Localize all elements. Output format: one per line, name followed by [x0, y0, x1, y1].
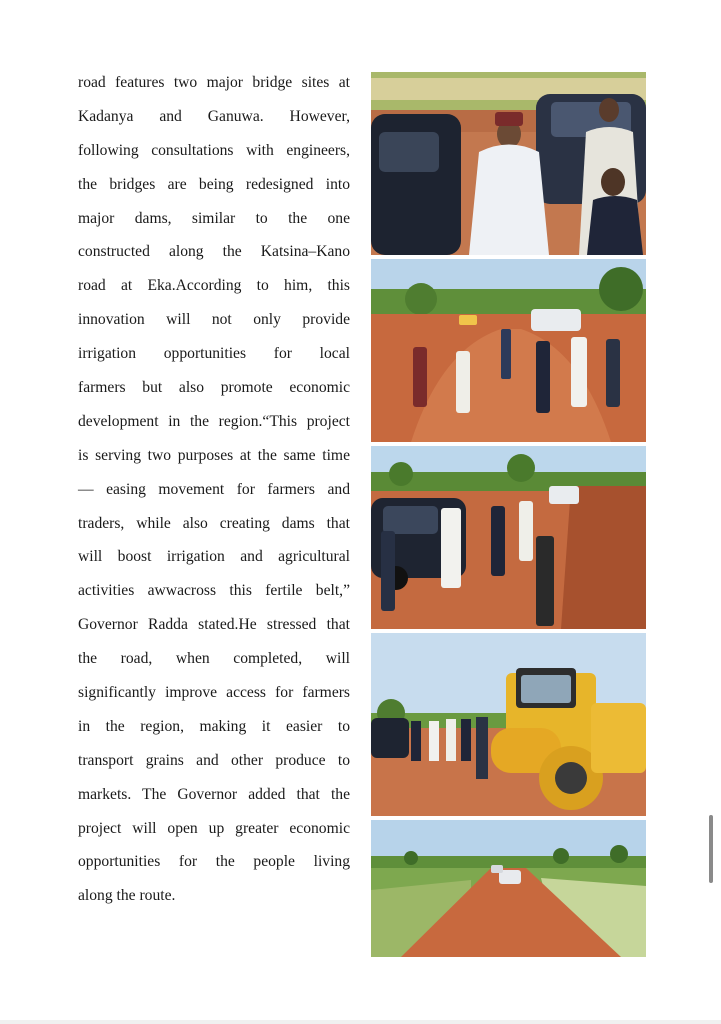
article-line: irrigation opportunities for local	[78, 345, 350, 363]
article-line: project will open up greater economic	[78, 819, 350, 837]
article-line: innovation will not only provide	[78, 311, 350, 329]
article-line: road at Eka.According to him, this	[78, 277, 350, 295]
article-line: development in the region.“This project	[78, 412, 350, 430]
photo-governor-at-site	[371, 72, 646, 255]
article-line: Governor Radda stated.He stressed that	[78, 616, 350, 634]
article-line: the bridges are being redesigned into	[78, 175, 350, 193]
article-line: traders, while also creating dams that	[78, 514, 350, 532]
article-line: Kadanya and Ganuwa. However,	[78, 107, 350, 125]
article-line: is serving two purposes at the same time	[78, 446, 350, 464]
photo-completed-laterite-road	[371, 820, 646, 957]
article-line: following consultations with engineers,	[78, 141, 350, 159]
article-line: along the route.	[78, 887, 176, 905]
article-line: major dams, similar to the one	[78, 209, 350, 227]
article-line: will boost irrigation and agricultural	[78, 548, 350, 566]
article-line: transport grains and other produce to	[78, 751, 350, 769]
article-line: farmers but also promote economic	[78, 379, 350, 397]
article-line: — easing movement for farmers and	[78, 480, 350, 498]
article-line: constructed along the Katsina–Kano	[78, 243, 350, 261]
page-bottom-edge	[0, 1020, 721, 1024]
photo-convoy-on-earth-road	[371, 446, 646, 629]
scrollbar-thumb[interactable]	[709, 815, 713, 883]
article-line: markets. The Governor added that the	[78, 785, 350, 803]
article-text-column	[78, 66, 350, 913]
article-line: in the region, making it easier to	[78, 717, 350, 735]
article-line: significantly improve access for farmers	[78, 684, 350, 702]
photo-inspection-team-on-road	[371, 259, 646, 442]
article-line: opportunities for the people living	[78, 853, 350, 871]
article-line: the road, when completed, will	[78, 650, 350, 668]
article-line: road features two major bridge sites at	[78, 74, 350, 91]
article-line: activities awwacross this fertile belt,”	[78, 582, 350, 600]
photo-road-roller-and-officials	[371, 633, 646, 816]
